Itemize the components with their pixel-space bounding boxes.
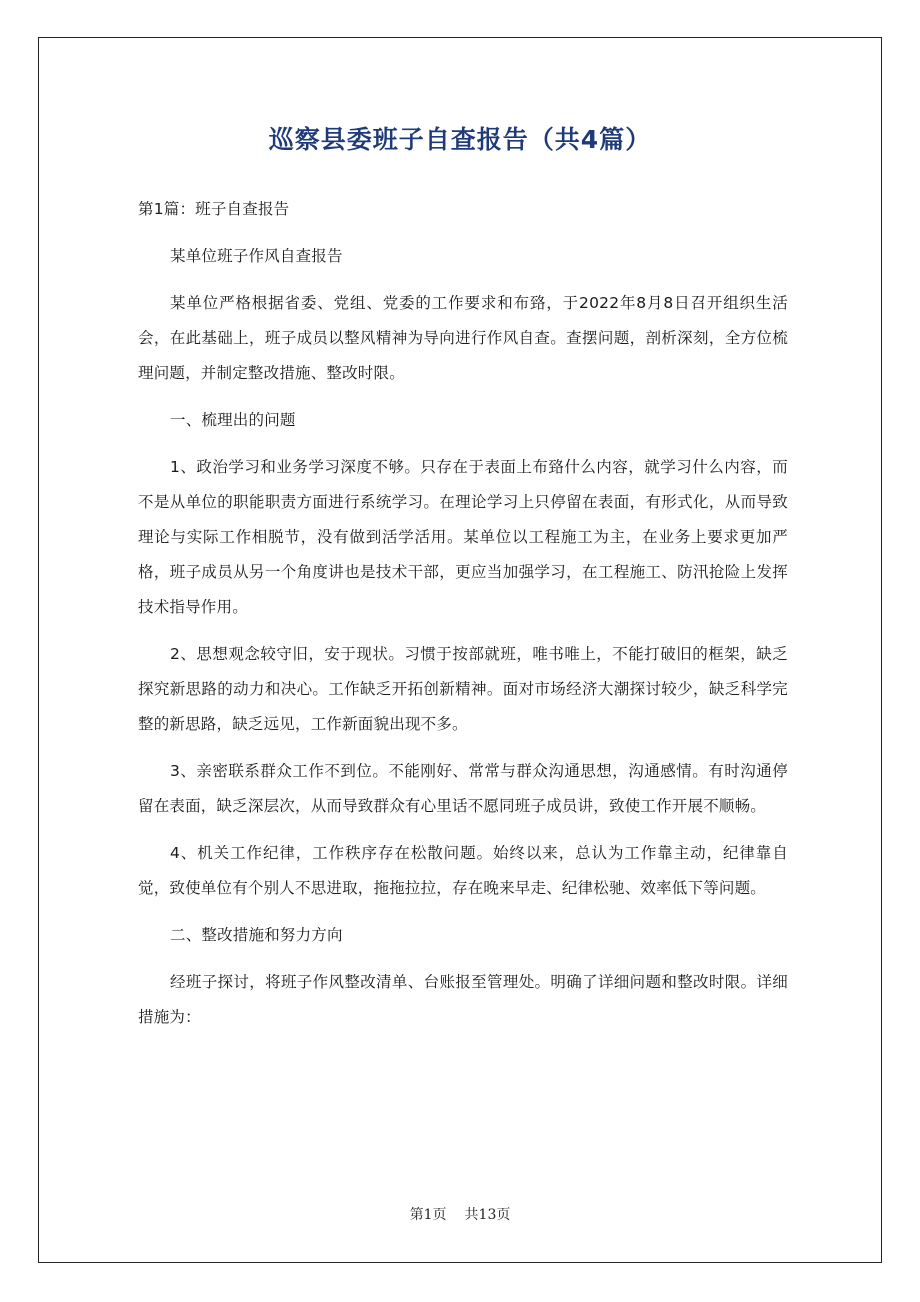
- page-number: 第1页: [409, 1207, 447, 1223]
- section-heading: 第1篇：班子自查报告: [138, 200, 290, 218]
- paragraph: 1、政治学习和业务学习深度不够。只存在于表面上布臵什么内容，就学习什么内容，而不是从单位的职能职责方面进行系统学习。在理论学习上只停留在表面，有形式化，从而导致理论与实际工作相脱节，没有做到活学活用。某单位以工程施工为主，在业务上要求更加严格，班子成员从另一个角度讲也是技术干部，更应当加强学习，在工程施工、防汛抢险上发挥技术指导作用。: [138, 458, 788, 616]
- subheading: 一、梳理出的问题: [170, 411, 296, 429]
- paragraph: 某单位班子作风自查报告: [170, 247, 343, 265]
- paragraph: 2、思想观念较守旧，安于现状。习惯于按部就班，唯书唯上，不能打破旧的框架，缺乏探究新思路的动力和决心。工作缺乏开拓创新精神。面对市场经济大潮探讨较少，缺乏科学完整的新思路，缺乏远见，工作新面貌出现不多。: [138, 645, 788, 733]
- page-total: 共13页: [464, 1207, 511, 1223]
- subheading: 二、整改措施和努力方向: [170, 926, 343, 944]
- paragraph: 某单位严格根据省委、党组、党委的工作要求和布臵，于2022年8月8日召开组织生活会，在此基础上，班子成员以整风精神为导向进行作风自查。查摆问题，剖析深刻，全方位梳理问题，并制定整改措施、整改时限。: [138, 294, 788, 382]
- paragraph: 经班子探讨，将班子作风整改清单、台账报至管理处。明确了详细问题和整改时限。详细措施为：: [138, 973, 788, 1026]
- document-body: [138, 192, 788, 1047]
- paragraph: 3、亲密联系群众工作不到位。不能刚好、常常与群众沟通思想，沟通感情。有时沟通停留在表面，缺乏深层次，从而导致群众有心里话不愿同班子成员讲，致使工作开展不顺畅。: [138, 762, 788, 815]
- paragraph: 4、机关工作纪律，工作秩序存在松散问题。始终以来，总认为工作靠主动，纪律靠自觉，致使单位有个别人不思进取，拖拖拉拉，存在晚来早走、纪律松驰、效率低下等问题。: [138, 844, 788, 897]
- document-title: 巡察县委班子自查报告（共4篇）: [268, 125, 652, 154]
- page-footer: [0, 1204, 920, 1224]
